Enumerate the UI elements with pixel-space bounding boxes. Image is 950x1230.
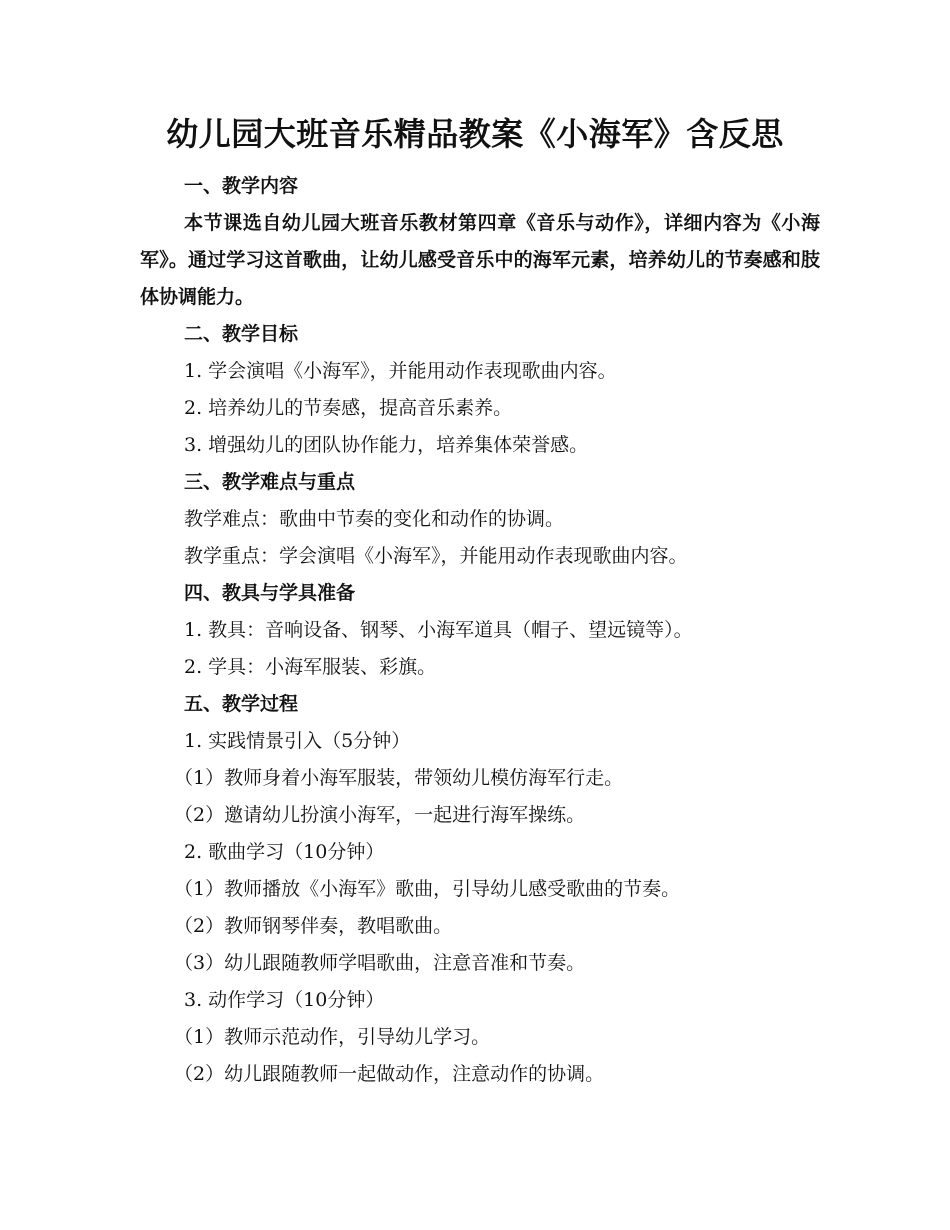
list-item: 教学重点：学会演唱《小海军》，并能用动作表现歌曲内容。 (184, 545, 688, 567)
list-item: 3. 增强幼儿的团队协作能力，培养集体荣誉感。 (184, 434, 589, 456)
section-heading-goals: 二、教学目标 (184, 323, 299, 345)
list-item: 1. 教具：音响设备、钢琴、小海军道具（帽子、望远镜等）。 (184, 619, 693, 641)
list-item: （1）教师播放《小海军》歌曲，引导幼儿感受歌曲的节奏。 (174, 878, 681, 900)
list-item: （3）幼儿跟随教师学唱歌曲，注意音准和节奏。 (174, 952, 586, 974)
list-item: （2）邀请幼儿扮演小海军，一起进行海军操练。 (174, 804, 586, 826)
list-item: 2. 学具：小海军服装、彩旗。 (184, 656, 437, 678)
section-heading-difficulties: 三、教学难点与重点 (184, 471, 356, 493)
list-item: 2. 培养幼儿的节奏感，提高音乐素养。 (184, 397, 513, 419)
list-item: 1. 学会演唱《小海军》，并能用动作表现歌曲内容。 (184, 360, 617, 382)
section-heading-content: 一、教学内容 (184, 175, 299, 197)
list-item: （2）幼儿跟随教师一起做动作，注意动作的协调。 (174, 1063, 605, 1085)
document-title: 幼儿园大班音乐精品教案《小海军》含反思 (166, 115, 784, 153)
list-item: 1. 实践情景引入（5分钟） (184, 730, 411, 752)
section-heading-materials: 四、教具与学具准备 (184, 582, 356, 604)
list-item: 2. 歌曲学习（10分钟） (184, 841, 385, 863)
list-item: （1）教师示范动作，引导幼儿学习。 (174, 1026, 491, 1048)
section-heading-process: 五、教学过程 (184, 693, 299, 715)
list-item: （2）教师钢琴伴奏，教唱歌曲。 (174, 915, 453, 937)
document-body (140, 168, 820, 1093)
list-item: 3. 动作学习（10分钟） (184, 989, 385, 1011)
list-item: （1）教师身着小海军服装，带领幼儿模仿海军行走。 (174, 767, 624, 789)
list-item: 教学难点：歌曲中节奏的变化和动作的协调。 (184, 508, 565, 530)
section-paragraph-content: 本节课选自幼儿园大班音乐教材第四章《音乐与动作》，详细内容为《小海军》。通过学习这首歌曲，让幼儿感受音乐中的海军元素，培养幼儿的节奏感和肢体协调能力。 (140, 212, 820, 308)
